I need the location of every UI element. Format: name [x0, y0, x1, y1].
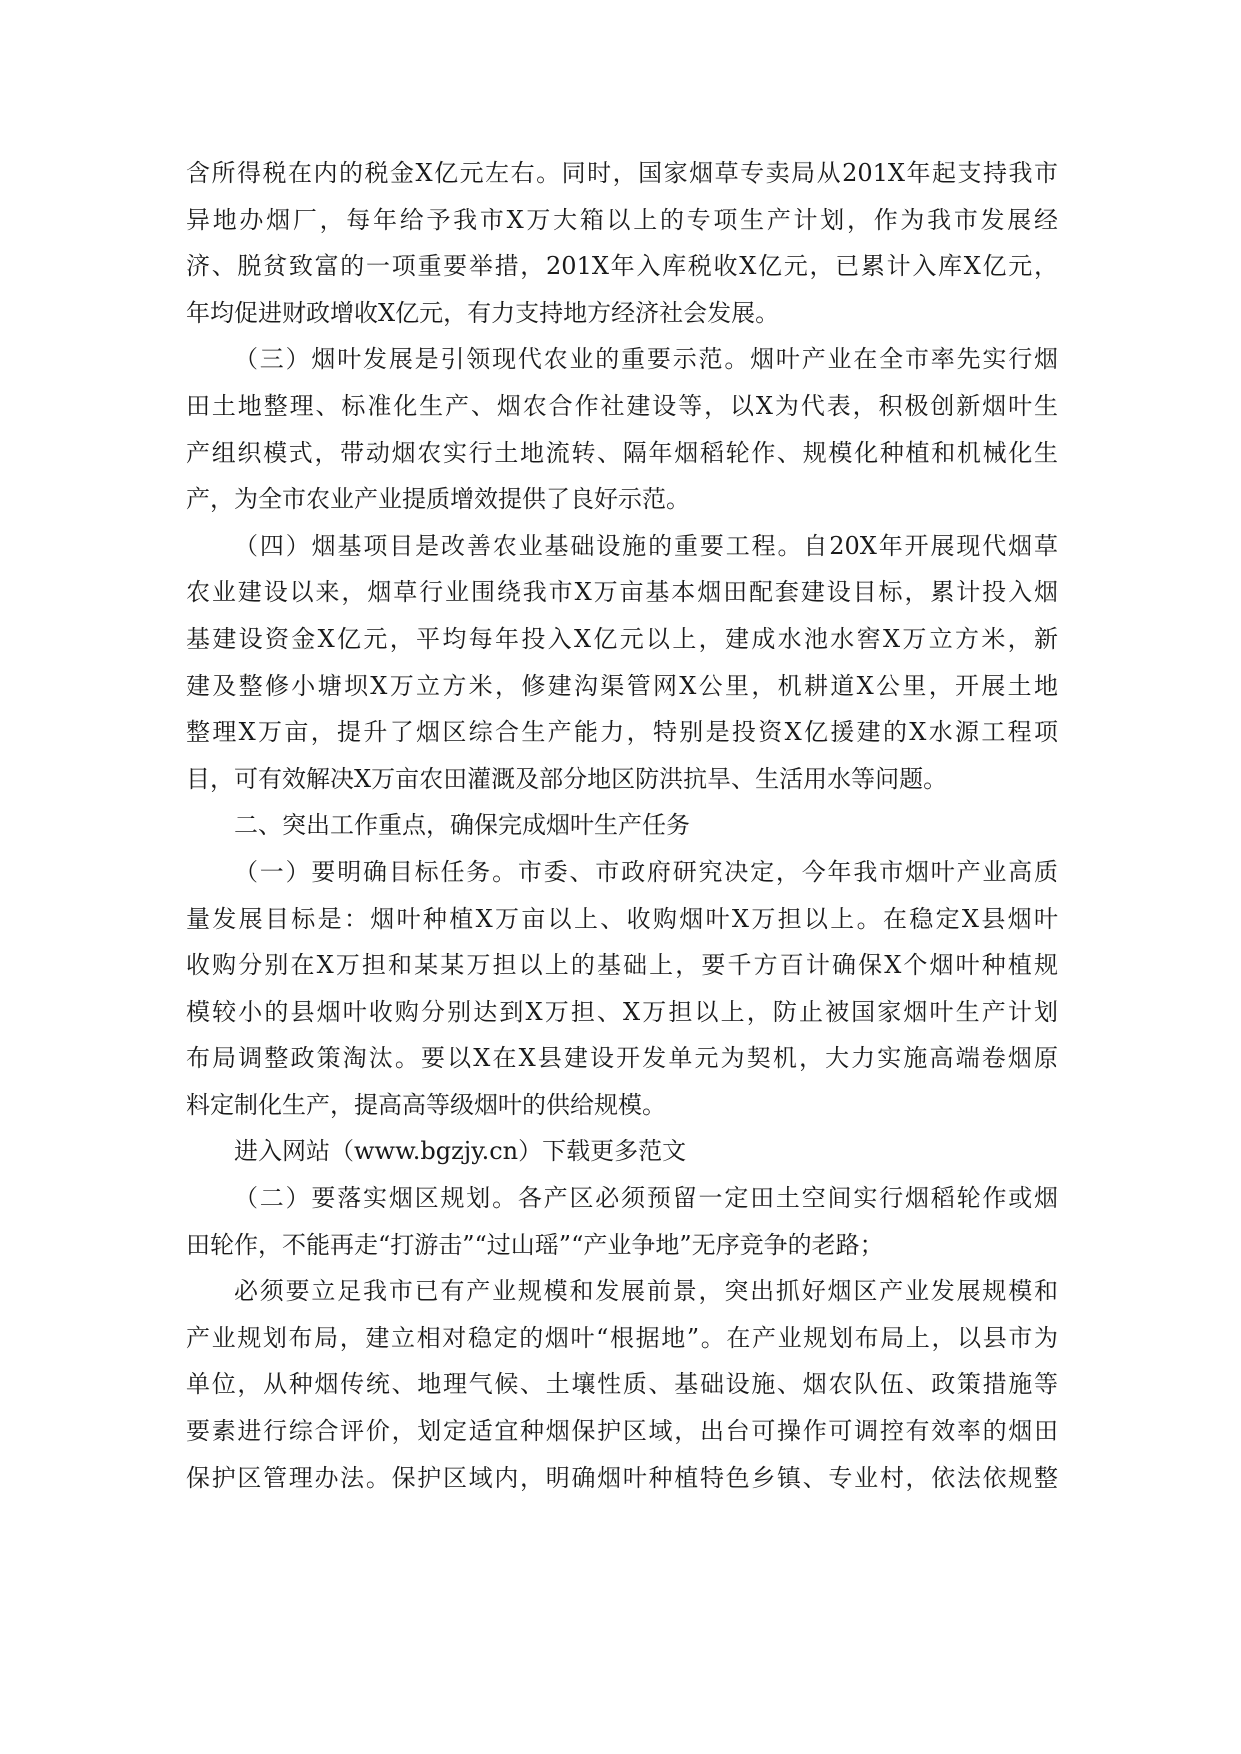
text-line: 必须要立足我市已有产业规模和发展前景，突出抓好烟区产业发展规模和	[234, 1277, 1058, 1306]
text-line: （三）烟叶发展是引领现代农业的重要示范。烟叶产业在全市率先实行烟	[234, 345, 1058, 374]
text-line: 产业规划布局，建立相对稳定的烟叶“根据地”。在产业规划布局上，以县市为	[186, 1323, 1058, 1352]
text-line: 年均促进财政增收X亿元，有力支持地方经济社会发展。	[186, 298, 780, 327]
text-line: 产，为全市农业产业提质增效提供了良好示范。	[186, 485, 690, 514]
text-line: 产组织模式，带动烟农实行土地流转、隔年烟稻轮作、规模化种植和机械化生	[186, 438, 1058, 467]
text-line: 田轮作，不能再走“打游击”“过山瑶”“产业争地”无序竞争的老路；	[186, 1230, 884, 1259]
text-line: 含所得税在内的税金X亿元左右。同时，国家烟草专卖局从201X年起支持我市	[186, 159, 1058, 187]
text-line: （二）要落实烟区规划。各产区必须预留一定田土空间实行烟稻轮作或烟	[234, 1184, 1058, 1213]
text-line: 农业建设以来，烟草行业围绕我市X万亩基本烟田配套建设目标，累计投入烟	[186, 578, 1058, 607]
text-line: 异地办烟厂，每年给予我市X万大箱以上的专项生产计划，作为我市发展经	[186, 205, 1058, 234]
text-line: 进入网站（www.bgzjy.cn）下载更多范文	[234, 1137, 687, 1166]
text-line: 目，可有效解决X万亩农田灌溉及部分地区防洪抗旱、生活用水等问题。	[186, 764, 948, 793]
text-line: 要素进行综合评价，划定适宜种烟保护区域，出台可操作可调控有效率的烟田	[186, 1417, 1058, 1446]
text-line: 保护区管理办法。保护区域内，明确烟叶种植特色乡镇、专业村，依法依规整	[186, 1463, 1058, 1492]
text-line: 整理X万亩，提升了烟区综合生产能力，特别是投资X亿援建的X水源工程项	[186, 718, 1058, 747]
text-line: 二、突出工作重点，确保完成烟叶生产任务	[234, 811, 690, 840]
text-line: 田土地整理、标准化生产、烟农合作社建设等，以X为代表，积极创新烟叶生	[186, 391, 1058, 420]
text-line: 基建设资金X亿元，平均每年投入X亿元以上，建成水池水窖X万立方米，新	[186, 624, 1058, 653]
text-line: 济、脱贫致富的一项重要举措，201X年入库税收X亿元，已累计入库X亿元，	[186, 252, 1058, 281]
text-line: 量发展目标是：烟叶种植X万亩以上、收购烟叶X万担以上。在稳定X县烟叶	[186, 904, 1058, 933]
text-line: 料定制化生产，提高高等级烟叶的供给规模。	[186, 1090, 666, 1119]
text-line: 单位，从种烟传统、地理气候、土壤性质、基础设施、烟农队伍、政策措施等	[186, 1370, 1058, 1399]
text-line: 收购分别在X万担和某某万担以上的基础上，要千方百计确保X个烟叶种植规	[186, 951, 1058, 980]
text-line: 布局调整政策淘汰。要以X在X县建设开发单元为契机，大力实施高端卷烟原	[186, 1044, 1058, 1073]
text-line: （四）烟基项目是改善农业基础设施的重要工程。自20X年开展现代烟草	[234, 531, 1058, 560]
text-line: 模较小的县烟叶收购分别达到X万担、X万担以上，防止被国家烟叶生产计划	[186, 997, 1058, 1026]
text-line: 建及整修小塘坝X万立方米，修建沟渠管网X公里，机耕道X公里，开展土地	[186, 671, 1058, 700]
document-body	[186, 150, 1058, 1501]
text-line: （一）要明确目标任务。市委、市政府研究决定，今年我市烟叶产业高质	[234, 857, 1058, 886]
